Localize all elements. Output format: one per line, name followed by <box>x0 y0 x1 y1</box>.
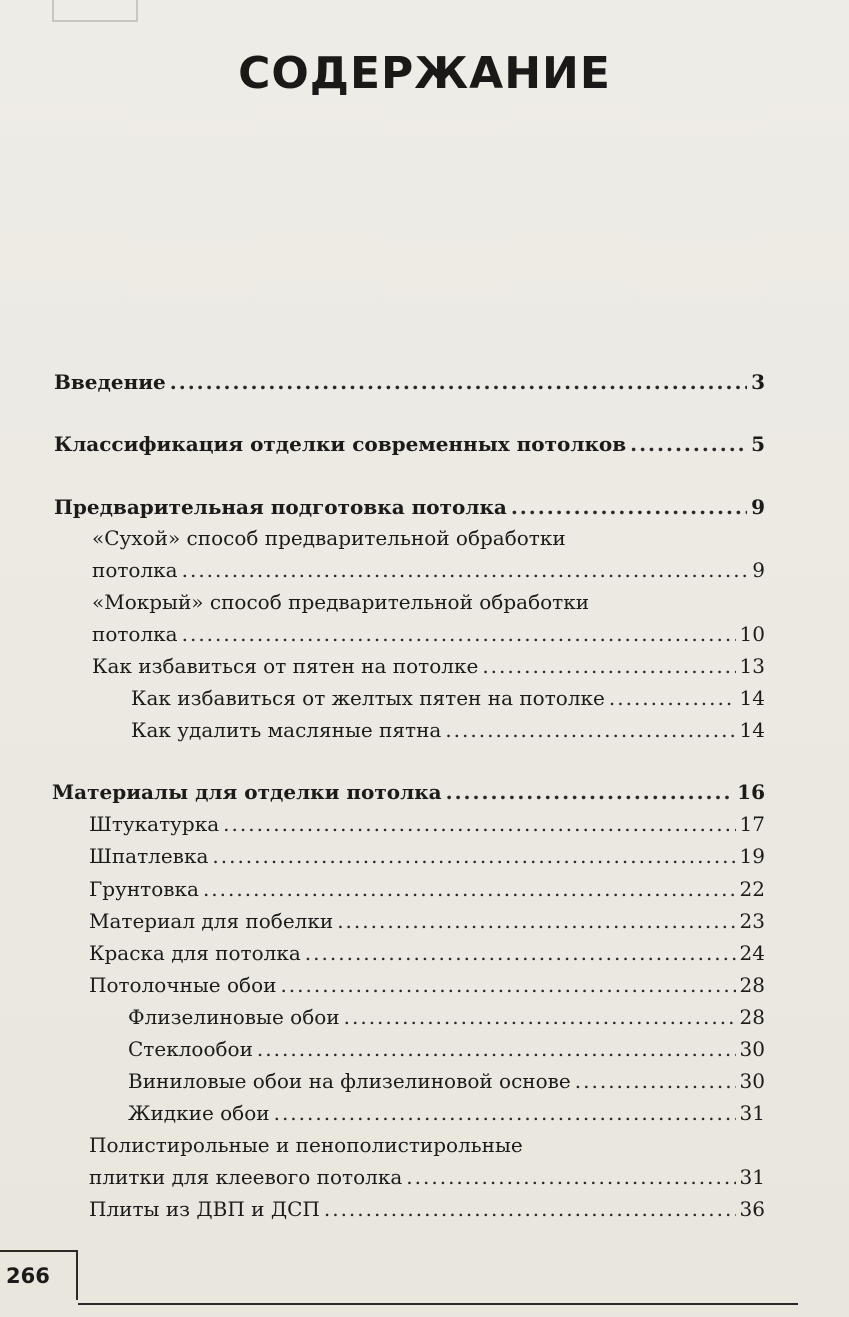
leader-dots <box>609 685 736 711</box>
leader-dots <box>324 1196 736 1222</box>
toc-entry-page: 30 <box>739 1069 765 1093</box>
toc-entry-label: Потолочные обои <box>89 973 277 997</box>
bottom-rule <box>78 1303 798 1305</box>
toc-entry-page: 9 <box>751 495 765 519</box>
toc-entry-page: 5 <box>751 432 765 456</box>
toc-entry-dry <box>92 557 765 583</box>
toc-entry-wet-line1: «Мокрый» способ предварительной обработки <box>92 590 590 614</box>
toc-entry-label: плитки для клеевого потолка <box>89 1165 403 1189</box>
toc-entry-page: 28 <box>739 1005 765 1029</box>
toc-entry-label: Шпатлевка <box>89 844 209 868</box>
toc-entry-page: 17 <box>739 812 765 836</box>
toc-entry-label: потолка <box>92 558 178 582</box>
toc-entry-primer <box>89 876 765 902</box>
page-title: СОДЕРЖАНИЕ <box>238 48 611 99</box>
toc-entry-label: Как удалить масляные пятна <box>131 718 442 742</box>
leader-dots <box>182 621 736 647</box>
leader-dots <box>445 717 735 743</box>
toc-entry-polystyrene-line1: Полистирольные и пенополистирольные <box>89 1133 523 1157</box>
leader-dots <box>305 940 736 966</box>
toc-entry-yellow <box>131 685 765 711</box>
toc-entry-page: 10 <box>739 622 765 646</box>
toc-entry-classification <box>54 431 765 457</box>
toc-entry-label: потолка <box>92 622 178 646</box>
toc-entry-page: 23 <box>739 909 765 933</box>
leader-dots <box>223 811 735 837</box>
toc-entry-polystyrene <box>89 1164 765 1190</box>
toc-entry-page: 16 <box>737 780 765 804</box>
toc-entry-page: 14 <box>739 686 765 710</box>
toc-entry-plaster <box>89 811 765 837</box>
header-frame <box>52 0 138 22</box>
toc-entry-fleece <box>128 1004 765 1030</box>
toc-entry-page: 36 <box>739 1197 765 1221</box>
toc-entry-putty <box>89 843 765 869</box>
toc-entry-label: Штукатурка <box>89 812 220 836</box>
toc-entry-label: Краска для потолка <box>89 941 301 965</box>
leader-dots <box>344 1004 736 1030</box>
toc-entry-glass <box>128 1036 765 1062</box>
leader-dots <box>280 972 735 998</box>
toc-entry-page: 13 <box>739 654 765 678</box>
toc-entry-wet <box>92 621 765 647</box>
leader-dots <box>406 1164 735 1190</box>
toc-entry-label: Жидкие обои <box>128 1101 270 1125</box>
leader-dots <box>446 779 734 805</box>
leader-dots <box>203 876 736 902</box>
toc-entry-label: Материалы для отделки потолка <box>52 780 442 804</box>
leader-dots <box>182 557 749 583</box>
toc-entry-label: Предварительная подготовка потолка <box>54 495 507 519</box>
toc-entry-boards <box>89 1196 765 1222</box>
leader-dots <box>274 1100 736 1126</box>
toc-entry-page: 31 <box>739 1101 765 1125</box>
leader-dots <box>212 843 735 869</box>
toc-entry-paint <box>89 940 765 966</box>
toc-entry-page: 14 <box>739 718 765 742</box>
toc-entry-dry-line1: «Сухой» способ предварительной обработки <box>92 526 566 550</box>
toc-entry-oil <box>131 717 765 743</box>
leader-dots <box>630 431 747 457</box>
toc-entry-page: 9 <box>752 558 765 582</box>
toc-entry-materials <box>52 779 765 805</box>
toc-entry-label: Стеклообои <box>128 1037 253 1061</box>
toc-entry-label: Классификация отделки современных потолков <box>54 432 627 456</box>
toc-entry-prep <box>54 494 765 520</box>
toc-entry-wallpaper <box>89 972 765 998</box>
toc-entry-label: Грунтовка <box>89 877 199 901</box>
page-number: 266 <box>6 1264 50 1288</box>
toc-entry-page: 30 <box>739 1037 765 1061</box>
toc-entry-page: 19 <box>739 844 765 868</box>
leader-dots <box>257 1036 736 1062</box>
leader-dots <box>170 369 747 395</box>
toc-entry-page: 24 <box>739 941 765 965</box>
toc-entry-label: Как избавиться от желтых пятен на потолке <box>131 686 605 710</box>
leader-dots <box>575 1068 736 1094</box>
toc-entry-label: Материал для побелки <box>89 909 334 933</box>
toc-entry-page: 28 <box>739 973 765 997</box>
toc-entry-page: 3 <box>751 370 765 394</box>
leader-dots <box>337 908 735 934</box>
toc-entry-liquid <box>128 1100 765 1126</box>
toc-entry-whitewash <box>89 908 765 934</box>
toc-entry-label: Плиты из ДВП и ДСП <box>89 1197 320 1221</box>
toc-entry-stains <box>92 653 765 679</box>
toc-entry-label: Виниловые обои на флизелиновой основе <box>128 1069 571 1093</box>
leader-dots <box>511 494 747 520</box>
toc-entry-page: 22 <box>739 877 765 901</box>
toc-entry-label: Флизелиновые обои <box>128 1005 340 1029</box>
toc-entry-intro <box>54 369 765 395</box>
toc-entry-label: Как избавиться от пятен на потолке <box>92 654 479 678</box>
toc-entry-page: 31 <box>739 1165 765 1189</box>
leader-dots <box>482 653 735 679</box>
toc-entry-vinyl <box>128 1068 765 1094</box>
toc-entry-label: Введение <box>54 370 166 394</box>
